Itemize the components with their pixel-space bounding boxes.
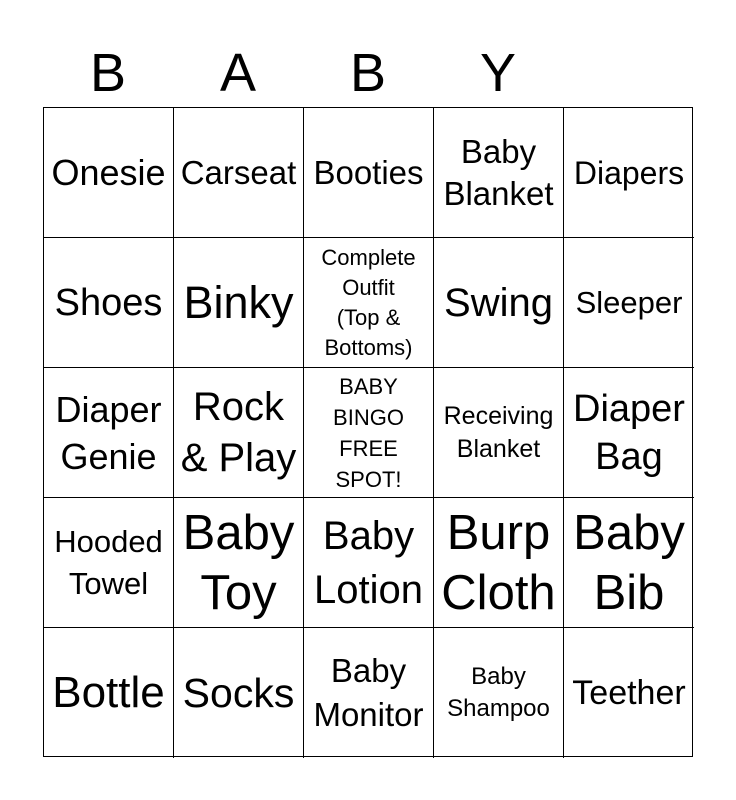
header-letter-b: B (89, 43, 127, 103)
bingo-cell[interactable] (44, 628, 174, 758)
cell-text: Baby Shampoo (447, 663, 550, 722)
cell-text: Carseat (180, 153, 297, 191)
bingo-cell[interactable] (174, 628, 304, 758)
bingo-cell[interactable] (44, 108, 174, 238)
cell-text: Binky (183, 276, 294, 328)
cell-text: Baby Lotion (314, 513, 423, 612)
header-letter-y: Y (479, 43, 517, 103)
bingo-cell[interactable] (434, 108, 564, 238)
bingo-header (43, 40, 693, 106)
cell-text: Hooded Towel (54, 523, 163, 601)
cell-text: Teether (572, 674, 686, 712)
bingo-cell[interactable] (44, 498, 174, 628)
bingo-cell[interactable] (564, 108, 694, 238)
bingo-cell[interactable] (304, 238, 434, 368)
bingo-cell[interactable] (174, 238, 304, 368)
cell-text: Booties (313, 153, 424, 191)
bingo-cell[interactable] (44, 368, 174, 498)
cell-text: Baby Bib (573, 505, 685, 620)
cell-text: Diaper Genie (55, 388, 162, 477)
cell-text: Receiving Blanket (443, 401, 554, 463)
cell-text: Baby Blanket (443, 132, 554, 212)
bingo-cell[interactable] (434, 498, 564, 628)
bingo-cell[interactable] (564, 628, 694, 758)
bingo-grid (43, 107, 693, 757)
bingo-cell[interactable] (304, 368, 434, 498)
bingo-cell[interactable] (174, 108, 304, 238)
header-letter-a: A (219, 43, 257, 103)
bingo-cell[interactable] (564, 238, 694, 368)
bingo-cell[interactable] (174, 498, 304, 628)
bingo-cell[interactable] (304, 628, 434, 758)
bingo-cell[interactable] (434, 628, 564, 758)
cell-text: Sleeper (575, 284, 683, 320)
cell-text: Diapers (573, 154, 685, 191)
cell-text: BABY BINGO FREE SPOT! (333, 373, 404, 492)
cell-text: Rock & Play (180, 384, 297, 480)
cell-text: Baby Toy (182, 505, 295, 620)
bingo-cell[interactable] (434, 368, 564, 498)
bingo-cell[interactable] (304, 498, 434, 628)
cell-text: Onesie (51, 151, 166, 193)
bingo-cell[interactable] (304, 108, 434, 238)
cell-text: Diaper Bag (573, 387, 685, 478)
cell-text: Bottle (52, 668, 165, 717)
cell-text: Complete Outfit (Top & Bottoms) (321, 244, 416, 360)
header-letter-b-2: B (349, 43, 387, 103)
cell-text: Shoes (54, 281, 163, 324)
bingo-cell[interactable] (564, 498, 694, 628)
cell-text: Baby Monitor (313, 652, 424, 733)
cell-text: Burp Cloth (441, 505, 556, 620)
bingo-cell[interactable] (564, 368, 694, 498)
bingo-cell[interactable] (434, 238, 564, 368)
cell-text: Swing (444, 280, 553, 325)
bingo-cell[interactable] (44, 238, 174, 368)
cell-text: Socks (182, 670, 295, 716)
bingo-cell[interactable] (174, 368, 304, 498)
